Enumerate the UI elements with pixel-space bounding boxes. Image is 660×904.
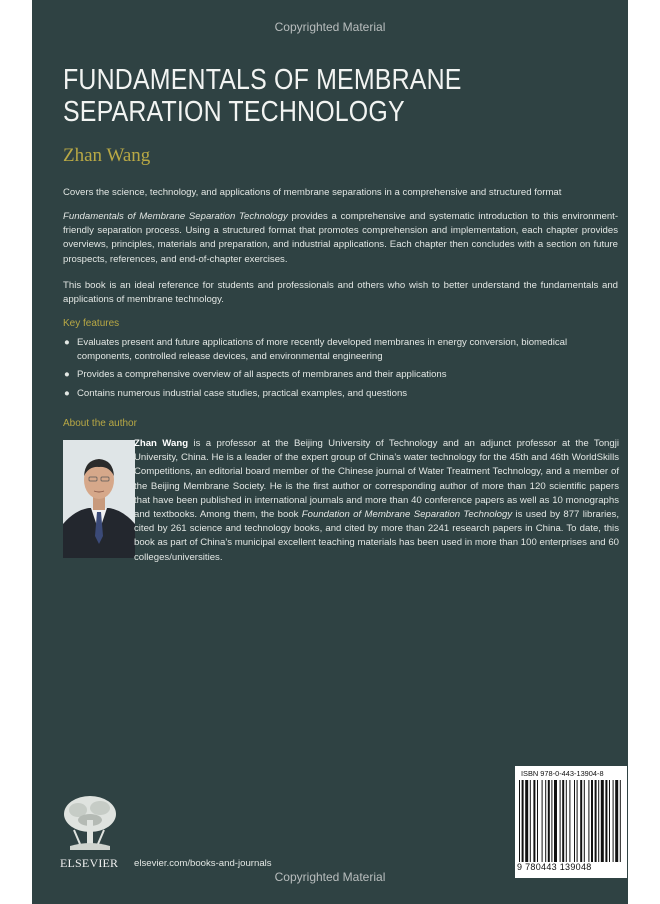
bullet-icon: ●	[64, 337, 70, 348]
barcode-bar	[548, 780, 550, 862]
barcode-bar	[595, 780, 597, 862]
bullet-icon: ●	[64, 369, 70, 381]
barcode-bar	[609, 780, 610, 862]
isbn-barcode	[515, 766, 627, 878]
description-text: provides a comprehensive and systematic introduction to this environment-friendly separation process. Using a structured format that promotes comprehension and implementation, each chapter provides overviews, principles, materials and preparation, and industrial applications. Each chapter then concludes with a section on future prospects, references, and end-of-chapter exercises.	[63, 211, 619, 265]
barcode-bar	[569, 780, 570, 862]
barcode-bar	[601, 780, 604, 862]
barcode-bars	[519, 780, 623, 862]
barcode-bar	[580, 780, 582, 862]
description-paragraph-2: This book is an ideal reference for students and professionals and others who wish to better understand the fundamentals and applications of membrane technology.	[63, 280, 618, 306]
about-author-heading: About the author	[63, 418, 137, 429]
title-line-1: FUNDAMENTALS OF MEMBRANE	[63, 64, 462, 96]
barcode-bar	[533, 780, 535, 862]
publisher-url: elsevier.com/books-and-journals	[134, 858, 272, 869]
barcode-bar	[584, 780, 585, 862]
feature-item: ● Provides a comprehensive overview of all aspects of membranes and their applications	[63, 368, 618, 382]
book-title	[63, 64, 527, 128]
title-line-2: SEPARATION TECHNOLOGY	[63, 96, 405, 128]
barcode-bar	[554, 780, 557, 862]
barcode-bar	[613, 780, 614, 862]
barcode-bar	[525, 780, 528, 862]
elsevier-tree-logo	[62, 794, 118, 854]
feature-item: ● Evaluates present and future applications of more recently developed membranes in energy conversion, biomedical components, controlled release devices, and environmental engineering	[64, 337, 568, 363]
author-bio-name: Zhan Wang	[134, 438, 189, 449]
barcode-bar	[577, 780, 578, 862]
watermark-top: Copyrighted Material	[274, 20, 386, 34]
book-title-italic: Fundamentals of Membrane Separation Technology	[63, 211, 288, 222]
tagline: Covers the science, technology, and applications of membrane separations in a comprehensive and structured format	[63, 187, 562, 198]
barcode-bar	[530, 780, 531, 862]
key-features-heading: Key features	[63, 318, 120, 329]
barcode-bar	[588, 780, 589, 862]
barcode-bar	[620, 780, 621, 862]
isbn-label: ISBN 978-0-443-13904-8	[521, 769, 604, 778]
author-name: Zhan Wang	[63, 145, 151, 166]
barcode-bar	[545, 780, 546, 862]
barcode-bar	[551, 780, 552, 862]
barcode-bar	[562, 780, 564, 862]
author-photo	[63, 440, 135, 558]
watermark-bottom: Copyrighted Material	[274, 870, 386, 884]
feature-item: ● Contains numerous industrial case studies, practical examples, and questions	[63, 387, 618, 401]
barcode-bar	[542, 780, 543, 862]
barcode-bar	[537, 780, 538, 862]
back-cover	[32, 0, 628, 904]
description-paragraph-1	[63, 210, 618, 267]
barcode-bar	[522, 780, 524, 862]
barcode-bar	[566, 780, 567, 862]
bullet-icon: ●	[64, 387, 70, 399]
barcode-bar	[519, 780, 520, 862]
barcode-bar	[591, 780, 593, 862]
publisher-name: ELSEVIER	[60, 856, 119, 870]
author-bio: Zhan Wang is a professor at the Beijing University of Technology and an adjunct professor at the Tongji University, China. He is a leader of the expert group of China’s water technology for the 45th and 46th WorldSkills Competitions, an editorial board member of the Chinese journal of Water Treatment Technology, and a member of the Beijing Membrane Society. He is the first author or corresponding author of more than 120 scientific papers that have been published in international journals and more than 40 conference papers as well as 10 monographs and textbooks. Among them, the book Foundation of Membrane Separation Technology is used by 877 libraries, cited by 261 science and technology books, and cited by more than 2241 research papers in China. To date, this book as part of China’s municipal excellent teaching materials has been used in more than 100 enterprises and 60 colleges/universities.	[134, 438, 619, 563]
barcode-bar	[605, 780, 607, 862]
author-portrait-image	[63, 440, 135, 558]
key-features-list	[63, 336, 618, 405]
referenced-book-title: Foundation of Membrane Separation Technology	[301, 509, 513, 521]
barcode-bar	[615, 780, 618, 862]
barcode-bar	[598, 780, 599, 862]
barcode-digits: 9 780443 139048	[517, 862, 592, 872]
barcode-bar	[574, 780, 575, 862]
barcode-bar	[560, 780, 561, 862]
